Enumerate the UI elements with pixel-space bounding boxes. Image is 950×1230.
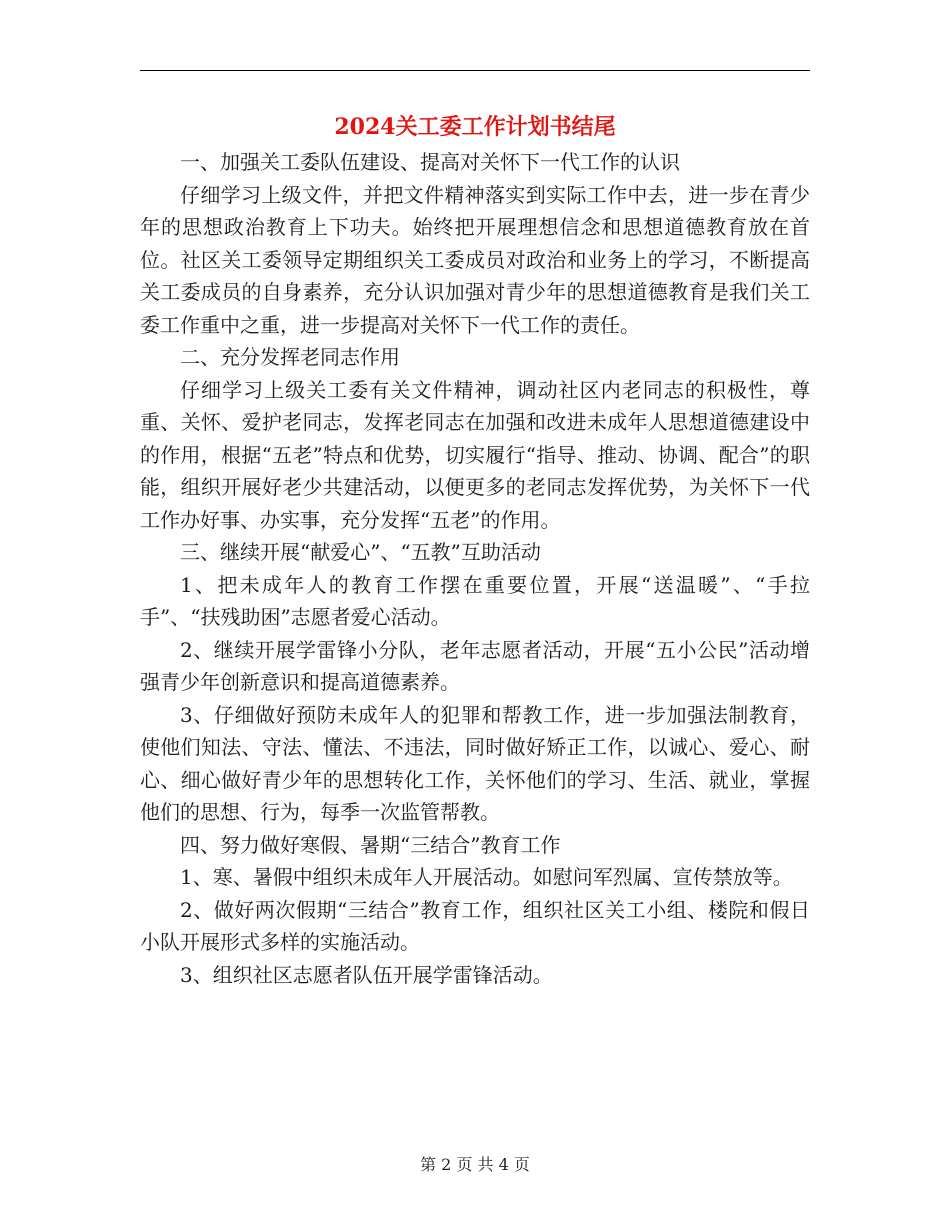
section-heading-2: 二、充分发挥老同志作用	[180, 345, 400, 369]
list-item: 1、把未成年人的教育工作摆在重要位置，开展“送温暖”、“手拉手”、“扶残助困”志愿者爱心活动。	[140, 572, 810, 629]
paragraph: 仔细学习上级文件，并把文件精神落实到实际工作中去，进一步在青少年的思想政治教育上下功夫。始终把开展理想信念和思想道德教育放在首位。社区关工委领导定期组织关工委成员对政治和业务上的学习，不断提高关工委成员的自身素养，充分认识加强对青少年的思想道德教育是我们关工委工作重中之重，进一步提高对关怀下一代工作的责任。	[140, 182, 810, 337]
list-item: 3、仔细做好预防未成年人的犯罪和帮教工作，进一步加强法制教育，使他们知法、守法、懂法、不违法，同时做好矫正工作，以诚心、爱心、耐心、细心做好青少年的思想转化工作，关怀他们的学习、生活、就业，掌握他们的思想、行为，每季一次监管帮教。	[140, 702, 810, 824]
list-item: 2、做好两次假期“三结合”教育工作，组织社区关工小组、楼院和假日小队开展形式多样的实施活动。	[140, 897, 810, 954]
page-footer	[0, 1153, 950, 1177]
list-item: 1、寒、暑假中组织未成年人开展活动。如慰问军烈属、宣传禁放等。	[180, 865, 793, 889]
list-item: 2、继续开展学雷锋小分队，老年志愿者活动，开展“五小公民”活动增强青少年创新意识和提高道德素养。	[140, 637, 810, 694]
section-heading-3: 三、继续开展“献爱心”、“五教”互助活动	[180, 540, 541, 564]
header-rule	[140, 70, 810, 71]
list-item: 3、组织社区志愿者队伍开展学雷锋活动。	[180, 962, 553, 987]
page-number: 第 2 页 共 4 页	[420, 1155, 530, 1174]
document-title: 2024关工委工作计划书结尾	[334, 114, 616, 140]
section-heading-4: 四、努力做好寒假、暑期“三结合”教育工作	[180, 832, 561, 857]
section-heading-1: 一、加强关工委队伍建设、提高对关怀下一代工作的认识	[180, 150, 680, 174]
paragraph: 仔细学习上级关工委有关文件精神，调动社区内老同志的积极性，尊重、关怀、爱护老同志，发挥老同志在加强和改进未成年人思想道德建设中的作用，根据“五老”特点和优势，切实履行“指导、推动、协调、配合”的职能，组织开展好老少共建活动，以便更多的老同志发挥优势，为关怀下一代工作办好事、办实事，充分发挥“五老”的作用。	[140, 377, 810, 532]
document-body	[140, 146, 810, 991]
